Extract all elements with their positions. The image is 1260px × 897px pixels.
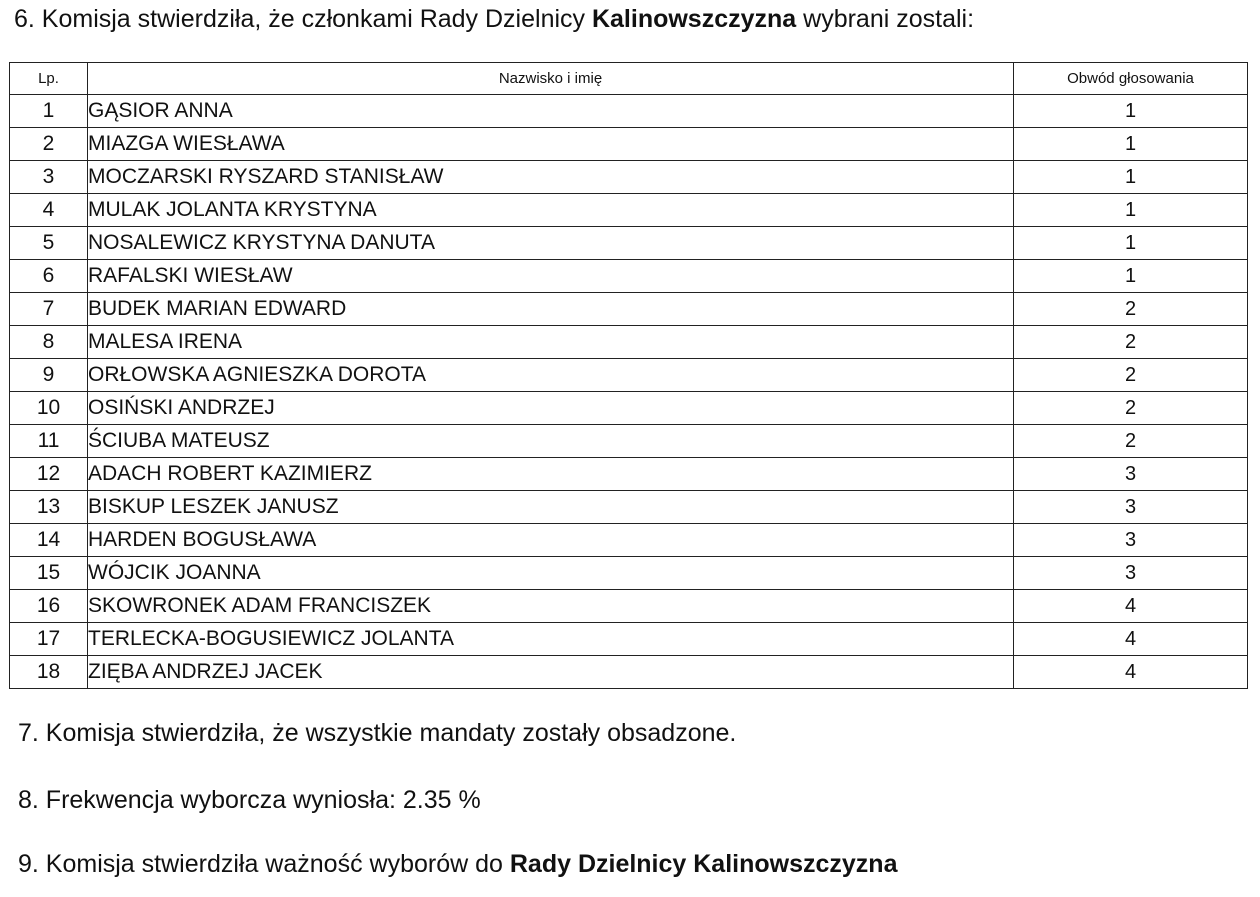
table-row	[10, 227, 1248, 260]
row-obwod: 1	[1014, 161, 1248, 194]
district-name: Kalinowszczyzna	[591, 5, 797, 33]
table-row	[10, 128, 1248, 161]
row-obwod: 1	[1014, 227, 1248, 260]
row-name: GĄSIOR ANNA	[88, 95, 1014, 128]
row-lp: 3	[10, 161, 88, 194]
row-obwod: 3	[1014, 491, 1248, 524]
table-body	[10, 95, 1248, 689]
row-name: ORŁOWSKA AGNIESZKA DOROTA	[88, 359, 1014, 392]
table-row	[10, 656, 1248, 689]
section-6-heading	[14, 4, 974, 34]
row-obwod: 1	[1014, 260, 1248, 293]
row-name: MULAK JOLANTA KRYSTYNA	[88, 194, 1014, 227]
elected-members-table	[9, 62, 1248, 689]
row-name: ŚCIUBA MATEUSZ	[88, 425, 1014, 458]
table-row	[10, 623, 1248, 656]
table-row	[10, 194, 1248, 227]
table-row	[10, 95, 1248, 128]
row-lp: 17	[10, 623, 88, 656]
row-name: MOCZARSKI RYSZARD STANISŁAW	[88, 161, 1014, 194]
table-row	[10, 524, 1248, 557]
section-8-turnout: 8. Frekwencja wyborcza wyniosła: 2.35 %	[18, 786, 481, 814]
row-name: TERLECKA-BOGUSIEWICZ JOLANTA	[88, 623, 1014, 656]
row-lp: 4	[10, 194, 88, 227]
row-name: MIAZGA WIESŁAWA	[88, 128, 1014, 161]
table-row	[10, 557, 1248, 590]
council-name: Rady Dzielnicy Kalinowszczyzna	[509, 850, 898, 878]
row-lp: 2	[10, 128, 88, 161]
row-name: HARDEN BOGUSŁAWA	[88, 524, 1014, 557]
row-name: RAFALSKI WIESŁAW	[88, 260, 1014, 293]
table-row	[10, 326, 1248, 359]
table-row	[10, 359, 1248, 392]
table-row	[10, 458, 1248, 491]
row-name: ADACH ROBERT KAZIMIERZ	[88, 458, 1014, 491]
table-row	[10, 425, 1248, 458]
row-lp: 9	[10, 359, 88, 392]
row-name: OSIŃSKI ANDRZEJ	[88, 392, 1014, 425]
section-9-prefix: 9. Komisja stwierdziła ważność wyborów do	[18, 850, 510, 878]
row-obwod: 2	[1014, 392, 1248, 425]
table-row	[10, 293, 1248, 326]
row-obwod: 4	[1014, 590, 1248, 623]
row-lp: 1	[10, 95, 88, 128]
table-row	[10, 260, 1248, 293]
row-lp: 5	[10, 227, 88, 260]
row-name: SKOWRONEK ADAM FRANCISZEK	[88, 590, 1014, 623]
row-lp: 10	[10, 392, 88, 425]
row-lp: 7	[10, 293, 88, 326]
row-obwod: 3	[1014, 524, 1248, 557]
row-lp: 18	[10, 656, 88, 689]
row-lp: 14	[10, 524, 88, 557]
row-obwod: 2	[1014, 425, 1248, 458]
row-name: BUDEK MARIAN EDWARD	[88, 293, 1014, 326]
row-obwod: 2	[1014, 326, 1248, 359]
row-name: NOSALEWICZ KRYSTYNA DANUTA	[88, 227, 1014, 260]
row-lp: 11	[10, 425, 88, 458]
header-name: Nazwisko i imię	[88, 63, 1014, 95]
row-obwod: 2	[1014, 359, 1248, 392]
table-row	[10, 590, 1248, 623]
section-6-suffix: wybrani zostali:	[796, 5, 975, 33]
row-lp: 15	[10, 557, 88, 590]
row-obwod: 1	[1014, 128, 1248, 161]
row-name: MALESA IRENA	[88, 326, 1014, 359]
row-obwod: 3	[1014, 557, 1248, 590]
row-obwod: 1	[1014, 194, 1248, 227]
header-obwod: Obwód głosowania	[1014, 63, 1248, 95]
section-6-prefix: 6. Komisja stwierdziła, że członkami Rady Dzielnicy	[14, 5, 592, 33]
table-row	[10, 491, 1248, 524]
row-lp: 8	[10, 326, 88, 359]
section-7-text: 7. Komisja stwierdziła, że wszystkie mandaty zostały obsadzone.	[18, 719, 737, 747]
header-lp: Lp.	[10, 63, 88, 95]
row-lp: 13	[10, 491, 88, 524]
table-row	[10, 392, 1248, 425]
row-obwod: 4	[1014, 656, 1248, 689]
row-name: ZIĘBA ANDRZEJ JACEK	[88, 656, 1014, 689]
section-9-heading	[18, 849, 897, 879]
row-lp: 6	[10, 260, 88, 293]
table-header-row	[10, 63, 1248, 95]
row-obwod: 3	[1014, 458, 1248, 491]
row-lp: 12	[10, 458, 88, 491]
row-obwod: 4	[1014, 623, 1248, 656]
row-obwod: 2	[1014, 293, 1248, 326]
row-lp: 16	[10, 590, 88, 623]
row-name: WÓJCIK JOANNA	[88, 557, 1014, 590]
table-row	[10, 161, 1248, 194]
row-obwod: 1	[1014, 95, 1248, 128]
row-name: BISKUP LESZEK JANUSZ	[88, 491, 1014, 524]
